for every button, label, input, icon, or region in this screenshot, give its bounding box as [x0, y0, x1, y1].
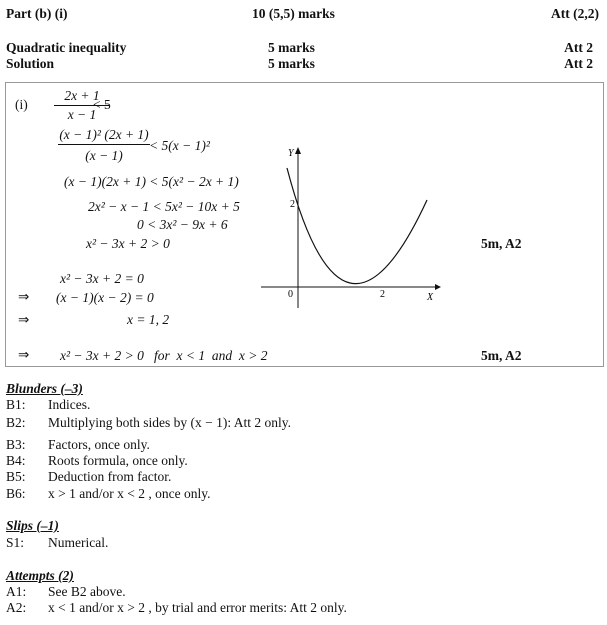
- blunders-title: Blunders (–3): [6, 381, 83, 396]
- implies-3: ⇒: [18, 347, 30, 362]
- blunder-code: B5:: [6, 469, 26, 484]
- x-axis-label: X: [427, 292, 434, 303]
- blunder-code: B6:: [6, 486, 26, 501]
- marks-second: 5m, A2: [481, 348, 522, 363]
- x-axis-arrow: [435, 284, 441, 290]
- blunder-code: B3:: [6, 437, 26, 452]
- line1-rhs: < 5: [93, 97, 111, 112]
- blunder-text: Factors, once only.: [48, 437, 150, 452]
- line2-denominator: (x − 1): [85, 148, 123, 163]
- final-answer: x² − 3x + 2 > 0 for x < 1 and x > 2: [60, 348, 268, 363]
- line1-numerator: 2x + 1: [54, 88, 110, 106]
- line5: 0 < 3x² − 9x + 6: [137, 217, 228, 232]
- y-axis-label: Y: [288, 148, 294, 159]
- blunder-text: Roots formula, once only.: [48, 453, 188, 468]
- line4: 2x² − x − 1 < 5x² − 10x + 5: [88, 199, 240, 214]
- line2-numerator: (x − 1)² (2x + 1): [58, 127, 150, 145]
- row-att-inequality: Att 2: [564, 40, 593, 55]
- blunder-code: B1:: [6, 397, 26, 412]
- parabola-graph: [255, 140, 445, 310]
- parabola-curve: [287, 168, 427, 284]
- part-attempt: Att (2,2): [551, 6, 599, 21]
- y-axis-arrow: [295, 147, 301, 154]
- line8: (x − 1)(x − 2) = 0: [56, 290, 154, 305]
- attempt-code: A1:: [6, 584, 27, 599]
- part-heading: Part (b) (i): [6, 6, 68, 21]
- line2-rhs: < 5(x − 1)²: [149, 138, 210, 153]
- implies-1: ⇒: [18, 289, 30, 304]
- attempt-code: A2:: [6, 600, 27, 615]
- slip-text: Numerical.: [48, 535, 109, 550]
- line6: x² − 3x + 2 > 0: [86, 236, 170, 251]
- line3: (x − 1)(2x + 1) < 5(x² − 2x + 1): [64, 174, 239, 189]
- part-label: (i): [15, 97, 28, 112]
- slips-title: Slips (–1): [6, 518, 59, 533]
- marks-first: 5m, A2: [481, 236, 522, 251]
- blunder-code: B4:: [6, 453, 26, 468]
- blunder-text: Deduction from factor.: [48, 469, 172, 484]
- blunder-text: Multiplying both sides by (x − 1): Att 2 only.: [48, 415, 291, 430]
- row-marks-solution: 5 marks: [268, 56, 315, 71]
- attempt-text: x < 1 and/or x > 2 , by trial and error merits: Att 2 only.: [48, 600, 347, 615]
- line1-denominator: x − 1: [67, 107, 97, 122]
- attempt-text: See B2 above.: [48, 584, 126, 599]
- line9: x = 1, 2: [127, 312, 170, 327]
- row-marks-inequality: 5 marks: [268, 40, 315, 55]
- line7: x² − 3x + 2 = 0: [60, 271, 144, 286]
- blunder-text: Indices.: [48, 397, 91, 412]
- implies-2: ⇒: [18, 312, 30, 327]
- y-tick-label: 2: [290, 199, 295, 210]
- part-marks: 10 (5,5) marks: [252, 6, 335, 21]
- attempts-title: Attempts (2): [6, 568, 74, 583]
- row-att-solution: Att 2: [564, 56, 593, 71]
- x-tick-label: 2: [380, 289, 385, 300]
- row-label-inequality: Quadratic inequality: [6, 40, 127, 55]
- row-label-solution: Solution: [6, 56, 55, 71]
- slip-code: S1:: [6, 535, 25, 550]
- blunder-text: x > 1 and/or x < 2 , once only.: [48, 486, 211, 501]
- blunder-code: B2:: [6, 415, 26, 430]
- origin-label: 0: [288, 289, 293, 300]
